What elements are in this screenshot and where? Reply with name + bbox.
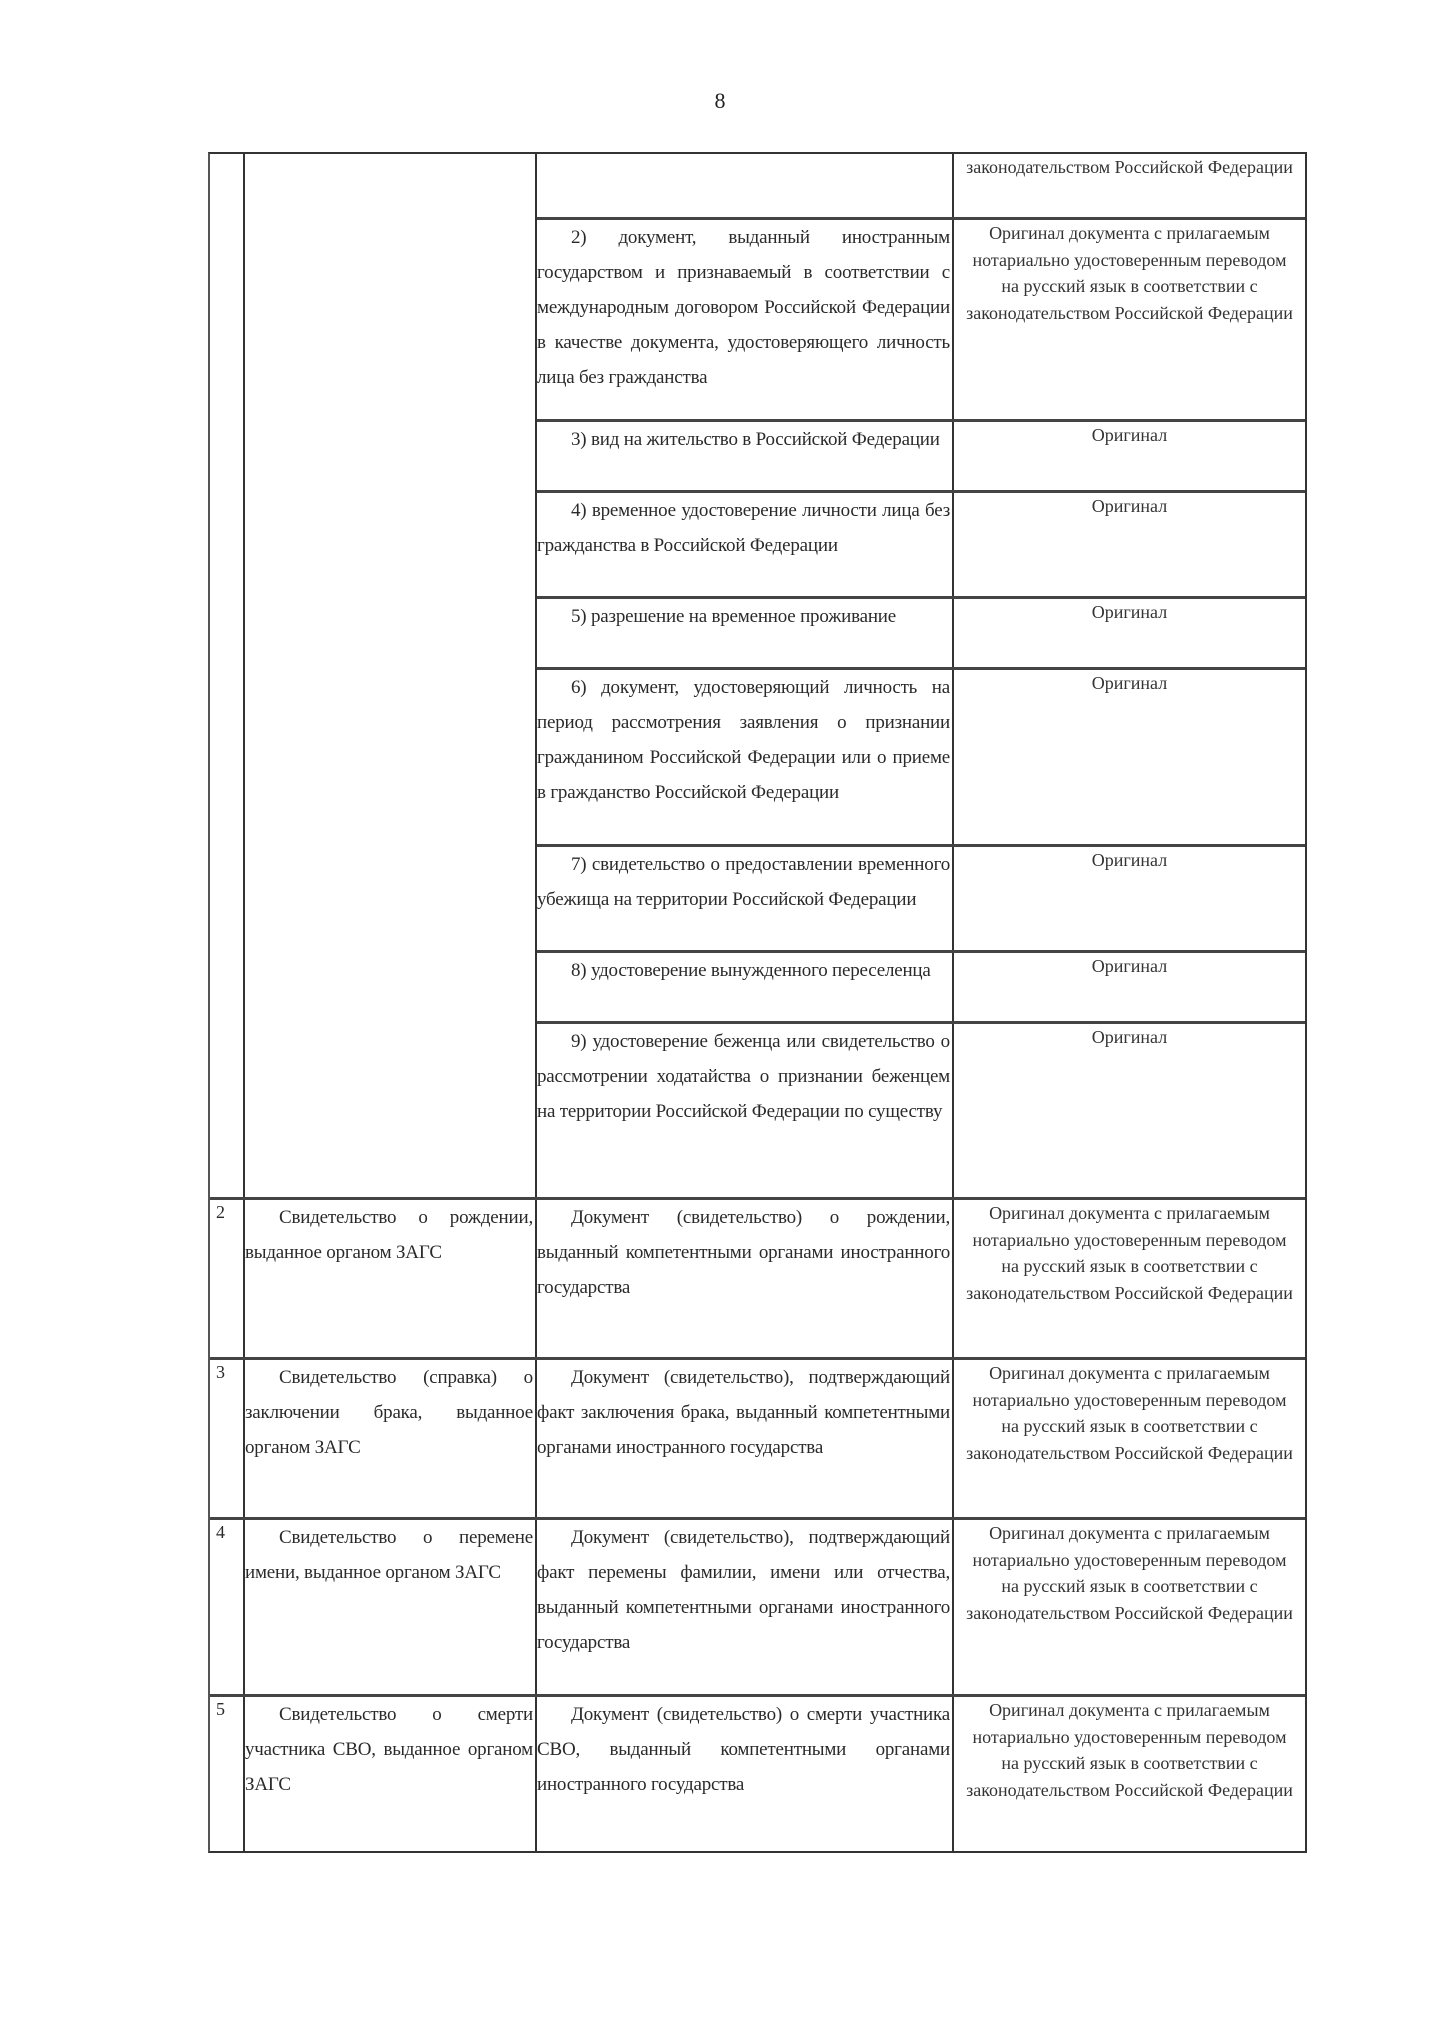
- submission-form: Оригинал: [1091, 673, 1168, 693]
- submission-form-cell: [954, 1200, 1305, 1357]
- sub-row: [537, 844, 1305, 950]
- submission-form-cell: [954, 220, 1305, 419]
- submission-form: законодательством Российской Федерации: [966, 157, 1293, 177]
- foreign-document-cell: [537, 599, 954, 667]
- submission-form-cell: [954, 422, 1305, 490]
- table-row-1: [210, 154, 1305, 1197]
- foreign-document: Документ (свидетельство), подтверждающий факт перемены фамилии, имени или отчества, выданный компетентными органами иностранного государства: [537, 1527, 950, 1653]
- foreign-document: 9) удостоверение беженца или свидетельство о рассмотрении ходатайства о признании беженцем на территории Российской Федерации по существу: [537, 1031, 950, 1122]
- submission-form-cell: [954, 493, 1305, 596]
- sub-row: [537, 950, 1305, 1021]
- submission-form-cell: [954, 1520, 1305, 1694]
- foreign-document: Документ (свидетельство) о рождении, выданный компетентными органами иностранного государства: [537, 1207, 950, 1298]
- foreign-document-cell: [537, 493, 954, 596]
- document-name-cell: [245, 154, 537, 1197]
- table-row-4: [210, 1517, 1305, 1694]
- foreign-document: 8) удостоверение вынужденного переселенца: [571, 960, 931, 981]
- submission-form-cell: [954, 1697, 1305, 1851]
- submission-form-cell: [954, 599, 1305, 667]
- foreign-document: Документ (свидетельство) о смерти участника СВО, выданный компетентными органами иностранного государства: [537, 1704, 950, 1795]
- submission-form: Оригинал: [1091, 602, 1168, 622]
- foreign-document: 2) документ, выданный иностранным государством и признаваемый в соответствии с международным договором Российской Федерации в качестве документа, удостоверяющего личность лица без гражданства: [537, 227, 950, 388]
- foreign-document-cell: [537, 953, 954, 1021]
- sub-row: [537, 419, 1305, 490]
- sub-row: [537, 217, 1305, 419]
- foreign-document-cell: [537, 220, 954, 419]
- document-name-cell: [245, 1697, 537, 1851]
- foreign-document-cell: [537, 1520, 954, 1694]
- row-number-cell: [210, 154, 245, 1197]
- table-row-2: [210, 1197, 1305, 1357]
- sub-row: [537, 1021, 1305, 1197]
- document-name: Свидетельство о смерти участника СВО, выданное органом ЗАГС: [245, 1704, 533, 1795]
- foreign-document-cell: [537, 1200, 954, 1357]
- submission-form-cell: [954, 953, 1305, 1021]
- sub-row: [537, 596, 1305, 667]
- submission-form: Оригинал: [1091, 425, 1168, 445]
- submission-form-cell: [954, 1360, 1305, 1517]
- foreign-document-cell: [537, 1697, 954, 1851]
- document-name: Свидетельство (справка) о заключении брака, выданное органом ЗАГС: [245, 1367, 533, 1458]
- submission-form-cell: [954, 670, 1305, 844]
- foreign-document: 4) временное удостоверение личности лица без гражданства в Российской Федерации: [537, 500, 950, 556]
- document-name: Свидетельство о рождении, выданное органом ЗАГС: [245, 1207, 533, 1263]
- foreign-document: 6) документ, удостоверяющий личность на период рассмотрения заявления о признании гражданином Российской Федерации или о приеме в гражданство Российской Федерации: [537, 677, 950, 803]
- row-number-cell: 4: [210, 1520, 245, 1694]
- foreign-document-cell: [537, 422, 954, 490]
- submission-form-cell: [954, 1024, 1305, 1197]
- submission-form-cell: [954, 847, 1305, 950]
- foreign-document: Документ (свидетельство), подтверждающий факт заключения брака, выданный компетентными органами иностранного государства: [537, 1367, 950, 1458]
- submission-form: Оригинал: [1091, 496, 1168, 516]
- foreign-document-cell: [537, 1024, 954, 1197]
- table-row-3: [210, 1357, 1305, 1517]
- row-number-cell: 2: [210, 1200, 245, 1357]
- table-row-5: [210, 1694, 1305, 1851]
- document-name: Свидетельство о перемене имени, выданное органом ЗАГС: [245, 1527, 533, 1583]
- foreign-document-cell: [537, 847, 954, 950]
- submission-form: Оригинал документа с прилагаемым нотариально удостоверенным переводом на русский язык в соответствии с законодательством Российской Федерации: [966, 1363, 1293, 1463]
- submission-form: Оригинал: [1091, 1027, 1168, 1047]
- submission-form: Оригинал: [1091, 956, 1168, 976]
- submission-form: Оригинал: [1091, 850, 1168, 870]
- foreign-document: 5) разрешение на временное проживание: [571, 606, 897, 627]
- foreign-document-cell: [537, 670, 954, 844]
- row-number-cell: 3: [210, 1360, 245, 1517]
- row-number-cell: 5: [210, 1697, 245, 1851]
- submission-form: Оригинал документа с прилагаемым нотариально удостоверенным переводом на русский язык в соответствии с законодательством Российской Федерации: [966, 1203, 1293, 1303]
- foreign-document: 3) вид на жительство в Российской Федерации: [571, 429, 940, 450]
- document-name-cell: [245, 1360, 537, 1517]
- submission-form: Оригинал документа с прилагаемым нотариально удостоверенным переводом на русский язык в соответствии с законодательством Российской Федерации: [966, 1523, 1293, 1623]
- document-name-cell: [245, 1200, 537, 1357]
- foreign-document-cell: [537, 1360, 954, 1517]
- submission-form: Оригинал документа с прилагаемым нотариально удостоверенным переводом на русский язык в соответствии с законодательством Российской Федерации: [966, 223, 1293, 323]
- documents-table: [208, 152, 1307, 1853]
- sub-row: [537, 667, 1305, 844]
- sub-row: [537, 490, 1305, 596]
- page-number: 8: [714, 88, 726, 113]
- foreign-document: 7) свидетельство о предоставлении временного убежища на территории Российской Федерации: [537, 854, 950, 910]
- submission-form: Оригинал документа с прилагаемым нотариально удостоверенным переводом на русский язык в соответствии с законодательством Российской Федерации: [966, 1700, 1293, 1800]
- document-name-cell: [245, 1520, 537, 1694]
